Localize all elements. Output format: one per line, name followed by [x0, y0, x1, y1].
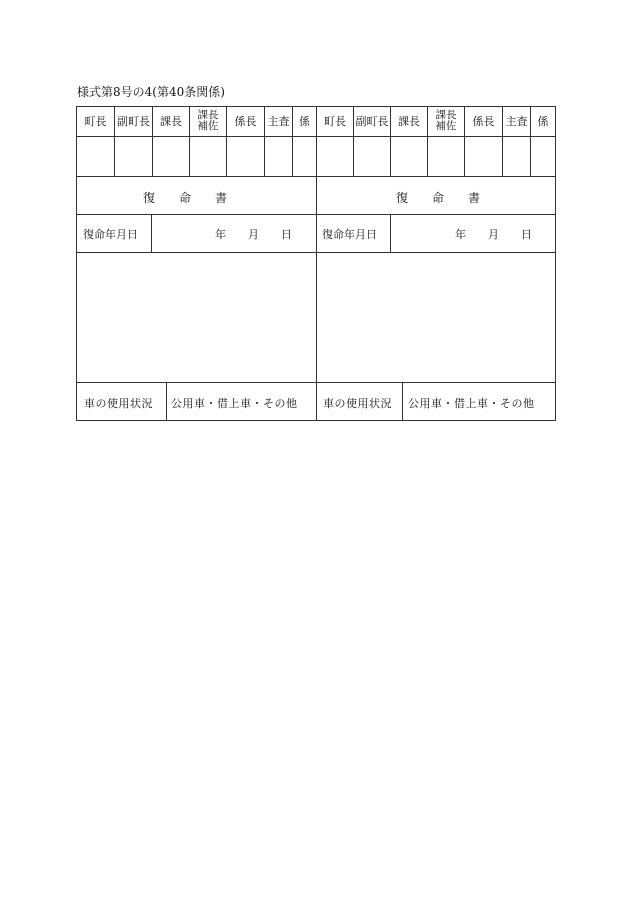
- approval-header-subsection-chief: 係長: [234, 115, 257, 128]
- right-date-value: 年 月 日: [455, 228, 532, 241]
- approval-header-section-chief: 課長: [160, 115, 182, 128]
- approval-header-town-mayor: 町長: [84, 115, 107, 128]
- left-vehicle-label: 車の使用状況: [84, 397, 153, 410]
- vehicle-label-separator: [402, 382, 403, 420]
- right-date-label: 復命年月日: [322, 228, 377, 241]
- approval-header-deputy-mayor: 副町長: [117, 115, 150, 128]
- left-report-title: 復 命 書: [143, 191, 228, 205]
- approval-header-assistant-chief-line2: 補佐: [435, 120, 457, 132]
- right-report-title: 復 命 書: [396, 191, 481, 205]
- right-vehicle-options: 公用車・借上車・その他: [408, 397, 535, 410]
- approval-header-section-chief: 課長: [398, 115, 420, 128]
- approval-header-town-mayor: 町長: [324, 115, 346, 128]
- date-label-separator: [151, 214, 152, 252]
- left-report-body[interactable]: [78, 253, 315, 381]
- approval-header-assistant-chief: [428, 110, 464, 132]
- form-number-label: 様式第8号の4(第40条関係): [77, 85, 225, 99]
- approval-header-inspector: 主査: [505, 115, 528, 128]
- approval-header-subsection-chief: 係長: [472, 115, 495, 128]
- report-form-frame: [76, 106, 556, 421]
- approval-header-assistant-chief-line1: 課長: [197, 109, 219, 121]
- right-vehicle-label: 車の使用状況: [323, 397, 392, 410]
- approval-header-assistant-chief-line1: 課長: [435, 109, 457, 121]
- approval-header-inspector: 主査: [267, 115, 290, 128]
- approval-header-staff: 係: [299, 115, 310, 128]
- approval-header-assistant-chief: [190, 110, 226, 132]
- right-report-body[interactable]: [318, 253, 554, 381]
- approval-header-assistant-chief-line2: 補佐: [197, 120, 219, 132]
- center-divider: [316, 107, 317, 420]
- left-date-value: 年 月 日: [215, 228, 292, 241]
- left-date-label: 復命年月日: [83, 228, 138, 241]
- left-vehicle-options: 公用車・借上車・その他: [171, 397, 298, 410]
- vehicle-label-separator: [166, 382, 167, 420]
- date-label-separator: [390, 214, 391, 252]
- approval-header-staff: 係: [537, 115, 549, 128]
- approval-header-deputy-mayor: 副町長: [355, 115, 389, 128]
